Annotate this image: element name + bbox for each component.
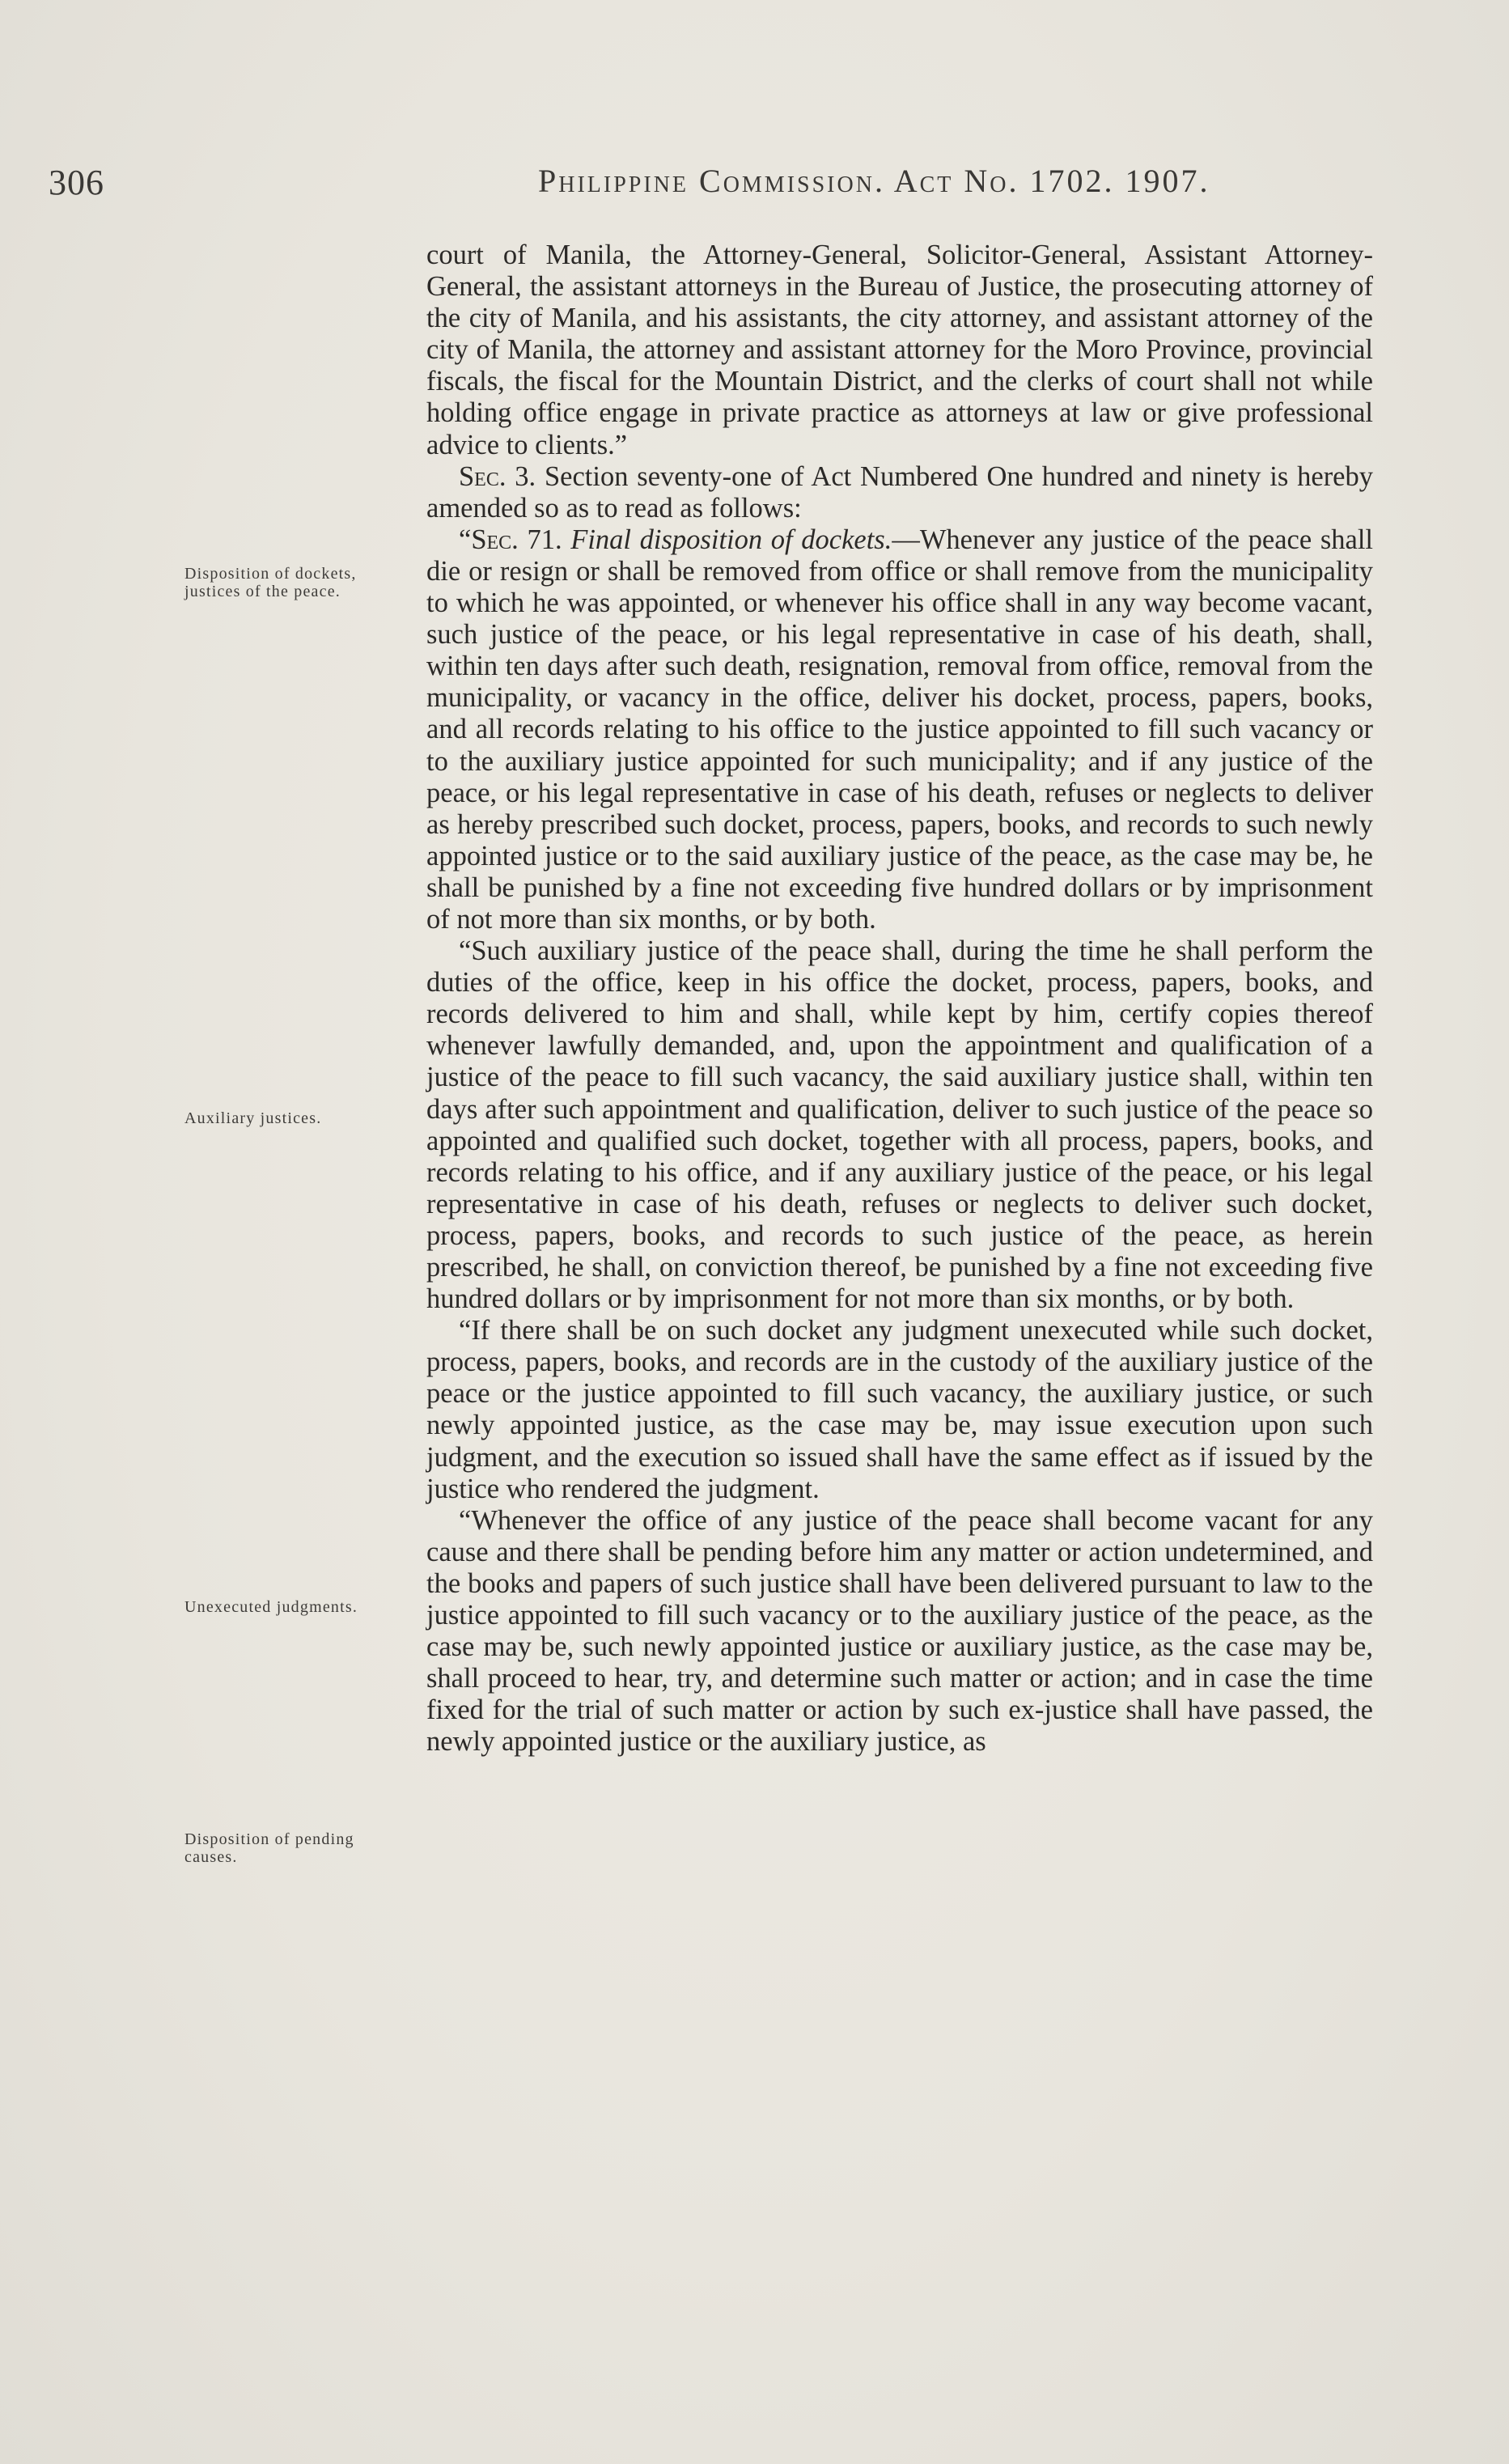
margin-note-disposition-of-pending-causes: Disposition of pending causes. <box>184 1830 354 1866</box>
margin-note-auxiliary-justices: Auxiliary justices. <box>184 1109 322 1127</box>
section-label: Sec. 3. <box>459 460 536 492</box>
section-3-text: Section seventy-one of Act Numbered One hundred and ninety is hereby amended so as to read as follows: <box>426 460 1373 524</box>
paragraph-section-71 <box>426 524 1373 935</box>
paragraph-pending-causes: “Whenever the office of any justice of the peace shall become vacant for any cause and there shall be pending before him any matter or action undetermined, and the books and papers of such justice shall have been delivered pursuant to law to the justice appointed to fill such vacancy or to the auxiliary justice of the peace, as the case may be, such newly appointed justice or auxiliary justice, as the case may be, shall proceed to hear, try, and determine such matter or action; and in case the time fixed for the trial of such matter or action by such ex-justice shall have passed, the newly appointed justice or the auxiliary justice, as <box>426 1504 1373 1758</box>
section-71-label: “Sec. 71. <box>459 524 562 555</box>
paragraph-unexecuted-judgments: “If there shall be on such docket any judgment unexecuted while such docket, process, papers, books, and records are in the custody of the auxiliary justice of the peace or the justice appointed to fill such vacancy, the auxiliary justice, or such newly appointed justice, as the case may be, may issue execution upon such judgment, and the execution so issued shall have the same effect as if issued by the justice who rendered the judgment. <box>426 1315 1373 1504</box>
section-71-text: —Whenever any justice of the peace shall die or resign or shall be removed from office or shall remove from the municipality to which he was appointed, or whenever his office shall in any way become vacant, such justice of the peace, or his legal representative in case of his death, shall, within ten days after such death, resignation, removal from office, removal from the municipality, or vacancy in the office, deliver his docket, process, papers, books, and all records relating to his office to the justice appointed to fill such vacancy or to the auxiliary justice appointed for such municipality; and if any justice of the peace, or his legal representative in case of his death, refuses or neglects to deliver as hereby prescribed such docket, process, papers, books, and records to such newly appointed justice or to the said auxiliary justice of the peace, as the case may be, he shall be punished by a fine not exceeding five hundred dollars or by imprisonment of not more than six months, or by both. <box>426 524 1373 935</box>
page-header <box>49 162 1448 210</box>
margin-note-disposition-of-dockets: Disposition of dockets, justices of the peace. <box>184 565 357 600</box>
paragraph-section-3 <box>426 461 1373 524</box>
section-71-title: Final disposition of dockets. <box>570 524 892 555</box>
body-text <box>426 240 1373 1758</box>
running-head: Philippine Commission. Act No. 1702. 1907. <box>538 163 1210 199</box>
margin-note-unexecuted-judgments: Unexecuted judgments. <box>184 1598 358 1616</box>
page-number: 306 <box>49 163 104 202</box>
paragraph-auxiliary-justices: “Such auxiliary justice of the peace shall, during the time he shall perform the duties of the office, keep in his office the docket, process, papers, books, and records delivered to him and shall, while kept by him, certify copies thereof whenever lawfully demanded, and, upon the appointment and qualification of a justice of the peace to fill such vacancy, the said auxiliary justice shall, within ten days after such appointment and qualification, deliver to such justice of the peace so appointed and qualified such docket, together with all process, papers, books, and records relating to his office, and if any auxiliary justice of the peace, or his legal representative in case of his death, refuses or neglects to deliver such docket, process, papers, books, and records to such justice of the peace, as herein prescribed, he shall, on conviction thereof, be punished by a fine not exceeding five hundred dollars or by imprisonment for not more than six months, or by both. <box>426 935 1373 1315</box>
paragraph-continuation: court of Manila, the Attorney-General, Solicitor-General, Assistant Attorney-General, the assistant attorneys in the Bureau of Justice, the prosecuting attorney of the city of Manila, and his assistants, the city attorney, and assistant attorney of the city of Manila, the attorney and assistant attorney for the Moro Province, provincial fiscals, the fiscal for the Mountain District, and the clerks of court shall not while holding office engage in private practice as attorneys at law or give professional advice to clients.” <box>426 240 1373 460</box>
